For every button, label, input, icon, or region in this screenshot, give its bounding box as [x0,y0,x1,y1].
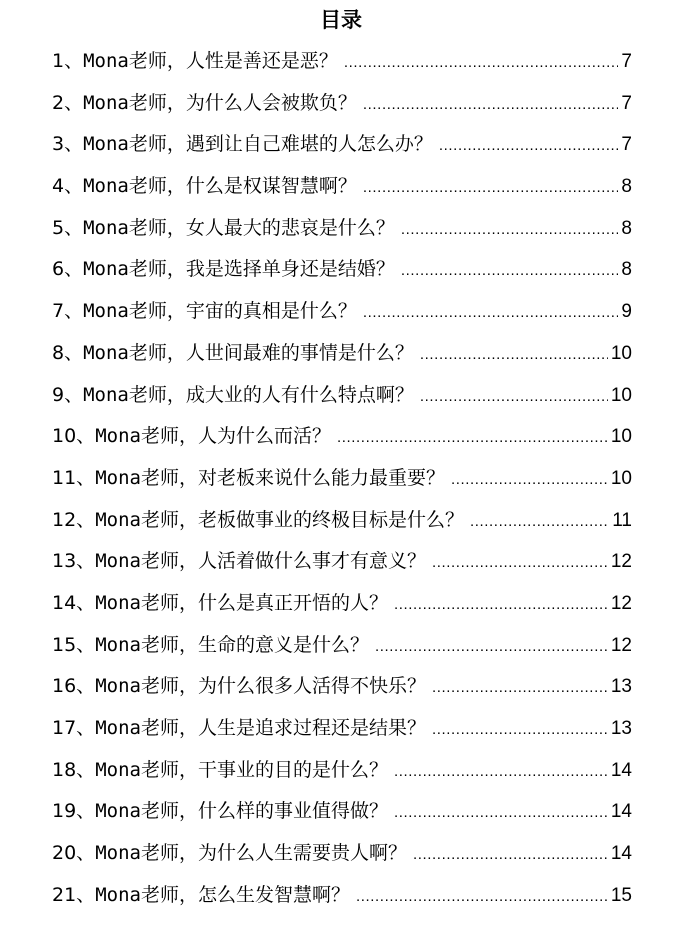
entry-question: 老师，宇宙的真相是什么？ [128,300,357,323]
page-number: 8 [621,217,632,239]
entry-title [52,124,433,166]
dot-leader [394,751,608,793]
page-number: 12 [610,551,632,573]
entry-prefix: Mona [95,633,141,656]
dot-leader [375,626,608,668]
toc-entry[interactable] [52,83,632,125]
toc-entry[interactable] [52,208,632,250]
entry-question: 老师，遇到让自己难堪的人怎么办？ [128,133,433,156]
dot-leader [470,501,609,543]
entry-prefix: Mona [95,800,141,823]
entry-question: 老师，为什么很多人活得不快乐？ [140,675,426,698]
entry-question: 老师，人性是善还是恶？ [128,50,338,72]
page-number: 14 [610,801,632,823]
entry-title [52,750,388,792]
entry-prefix: Mona [95,758,141,781]
dot-leader [432,667,608,709]
entry-title [52,500,464,542]
entry-question: 老师，生命的意义是什么？ [140,633,369,656]
dot-leader [439,125,619,167]
entry-question: 老师，人世间最难的事情是什么？ [128,341,414,364]
entry-prefix: Mona [83,133,129,156]
entry-number: 2、 [52,91,84,114]
page-number: 13 [610,676,632,698]
entry-number: 10、 [52,425,96,448]
entry-prefix: Mona [95,425,141,448]
entry-number: 18、 [52,758,96,781]
entry-number: 8、 [52,341,84,364]
entry-title [52,833,407,875]
entry-number: 5、 [52,216,84,239]
toc-entry[interactable] [52,750,632,792]
page-number: 10 [610,467,632,489]
entry-title [52,208,395,250]
entry-title [52,583,388,625]
dot-leader [363,292,619,334]
toc-entry[interactable] [52,124,632,166]
entry-prefix: Mona [83,50,129,72]
dot-leader [356,876,608,918]
dot-leader [363,84,619,126]
entry-question: 老师，为什么人生需要贵人啊？ [140,842,407,865]
entry-prefix: Mona [95,675,141,698]
entry-number: 13、 [52,550,96,573]
entry-title [52,375,414,417]
entry-number: 6、 [52,258,84,281]
entry-prefix: Mona [95,883,141,906]
page-number: 11 [612,509,632,531]
entry-number: 15、 [52,633,96,656]
toc-list [52,41,632,916]
entry-number: 17、 [52,717,96,739]
toc-entry[interactable] [52,875,632,917]
page-number: 12 [610,634,632,656]
toc-entry[interactable] [52,625,632,667]
entry-prefix: Mona [83,175,129,198]
entry-title [52,249,395,291]
entry-question: 老师，对老板来说什么能力最重要？ [140,466,445,489]
entry-number: 20、 [52,842,96,865]
entry-prefix: Mona [83,258,129,281]
entry-prefix: Mona [83,341,129,364]
entry-number: 21、 [52,883,96,906]
page-number: 7 [621,134,632,156]
page-number: 13 [610,718,632,739]
entry-question: 老师，人活着做什么事才有意义？ [140,550,426,573]
dot-leader [451,459,608,501]
entry-question: 老师，人生是追求过程还是结果？ [140,717,426,739]
entry-question: 老师，什么是权谋智慧啊？ [128,175,357,198]
dot-leader [394,792,608,834]
dot-leader [420,334,608,376]
dot-leader [432,709,608,751]
entry-number: 12、 [52,508,96,531]
entry-number: 16、 [52,675,96,698]
entry-title [52,875,350,917]
entry-number: 11、 [52,466,96,489]
entry-number: 1、 [52,50,84,72]
entry-title [52,458,445,500]
entry-title [52,666,426,708]
toc-entry[interactable] [52,249,632,291]
page-number: 10 [610,426,632,448]
toc-entry[interactable] [52,41,632,83]
entry-question: 老师，什么是真正开悟的人？ [140,591,388,614]
toc-title: 目录 [320,8,362,32]
toc-entry[interactable] [52,833,632,875]
page-number: 10 [610,384,632,406]
toc-entry[interactable] [52,500,632,542]
entry-number: 4、 [52,175,84,198]
entry-title [52,708,426,750]
entry-title [52,541,426,583]
page-number: 10 [610,342,632,364]
dot-leader [420,376,608,418]
entry-prefix: Mona [83,383,129,406]
entry-question: 老师，人为什么而活？ [140,425,331,448]
entry-prefix: Mona [95,466,141,489]
page-number: 15 [610,884,632,906]
entry-question: 老师，怎么生发智慧啊？ [140,883,350,906]
entry-number: 14、 [52,591,96,614]
page-number: 7 [621,51,632,72]
toc-entry[interactable] [52,458,632,500]
entry-prefix: Mona [95,842,141,865]
page-number: 7 [621,92,632,114]
entry-question: 老师，干事业的目的是什么？ [140,758,388,781]
dot-leader [401,250,619,292]
dot-leader [401,209,619,251]
entry-prefix: Mona [95,591,141,614]
toc-entry[interactable] [52,166,632,208]
page-number: 14 [610,759,632,781]
entry-number: 7、 [52,300,84,323]
page-number: 14 [610,843,632,865]
dot-leader [363,167,619,209]
entry-title [52,333,414,375]
page-number: 12 [610,592,632,614]
toc-entry[interactable] [52,541,632,583]
dot-leader [344,42,619,84]
toc-entry[interactable] [52,416,632,458]
entry-title [52,791,388,833]
toc-entry[interactable] [52,791,632,833]
dot-leader [394,584,608,626]
entry-title [52,416,331,458]
entry-prefix: Mona [83,300,129,323]
entry-question: 老师，成大业的人有什么特点啊？ [128,383,414,406]
entry-title [52,625,369,667]
dot-leader [413,834,608,876]
entry-question: 老师，为什么人会被欺负？ [128,91,357,114]
dot-leader [432,542,608,584]
entry-question: 老师，女人最大的悲哀是什么？ [128,216,395,239]
entry-prefix: Mona [95,550,141,573]
entry-question: 老师，老板做事业的终极目标是什么？ [140,508,464,531]
page-number: 8 [621,259,632,281]
entry-question: 老师，什么样的事业值得做？ [140,800,388,823]
toc-entry[interactable] [52,375,632,417]
toc-entry[interactable] [52,708,632,750]
entry-title [52,83,357,125]
entry-title [52,41,338,83]
entry-number: 19、 [52,800,96,823]
entry-question: 老师，我是选择单身还是结婚？ [128,258,395,281]
entry-prefix: Mona [83,91,129,114]
toc-entry[interactable] [52,666,632,708]
toc-entry[interactable] [52,333,632,375]
entry-prefix: Mona [95,717,141,739]
toc-entry[interactable] [52,583,632,625]
entry-number: 9、 [52,383,84,406]
entry-prefix: Mona [95,508,141,531]
entry-title [52,166,357,208]
entry-number: 3、 [52,133,84,156]
entry-title [52,291,357,333]
entry-prefix: Mona [83,216,129,239]
dot-leader [337,417,608,459]
page-number: 9 [621,301,632,323]
page-number: 8 [621,176,632,198]
toc-entry[interactable] [52,291,632,333]
